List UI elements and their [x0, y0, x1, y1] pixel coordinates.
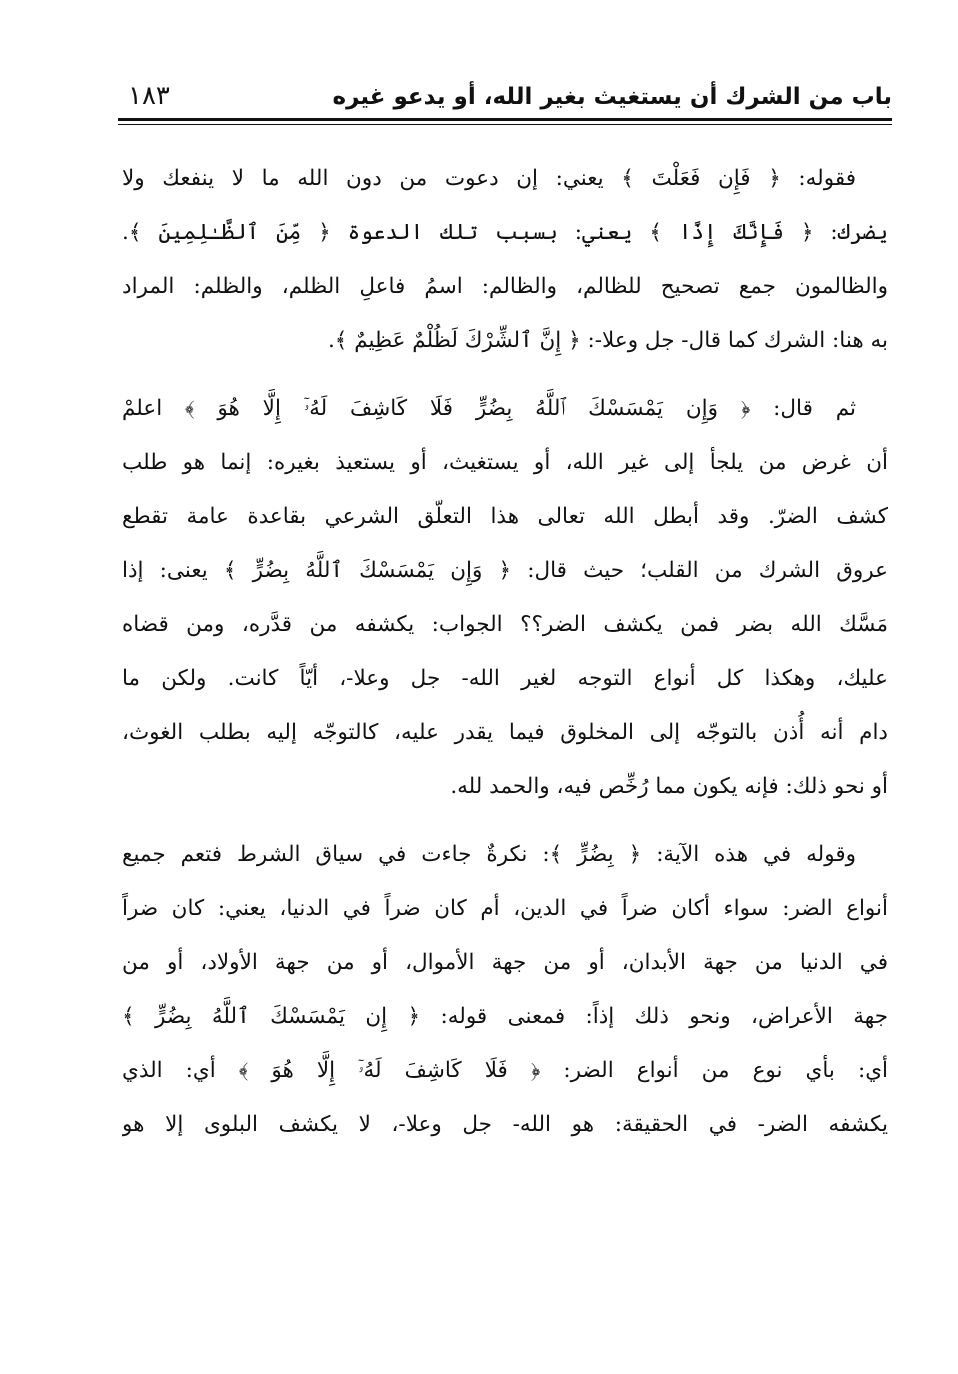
text-line: ثم قال: ﴿ وَإِن يَمْسَسْكَ ٱللَّهُ بِضُرٍّ فَلَا كَاشِفَ لَهُۥٓ إِلَّا هُوَ ﴾ اعلمْ	[122, 396, 856, 421]
text-line: دام أنه أُذن بالتوجّه إلى المخلوق فيما يقدر عليه، كالتوجّه إليه بطلب الغوث،	[122, 720, 888, 745]
text-line: مَسَّك الله بضر فمن يكشف الضر؟؟ الجواب: يكشفه من قدَّره، ومن قضاه	[122, 612, 888, 637]
text-line: في الدنيا من جهة الأبدان، أو من جهة الأموال، أو من جهة الأولاد، أو من	[122, 950, 888, 975]
chapter-title: باب من الشرك أن يستغيث بغير الله، أو يدعو غيره	[332, 84, 892, 110]
body-text	[122, 152, 888, 1152]
paragraph	[122, 828, 888, 1152]
text-line: أنواع الضر: سواء أكان ضراً في الدين، أم كان ضراً في الدنيا، يعني: كان ضراً	[122, 896, 888, 921]
paragraph-gap	[122, 814, 888, 828]
text-line: عروق الشرك من القلب؛ حيث قال: ﴿ وَإِن يَمْسَسْكَ ٱللَّهُ بِضُرٍّ ﴾ يعنى: إذا	[122, 558, 888, 583]
text-line: عليك، وهكذا كل أنواع التوجه لغير الله- جل وعلا-، أيّاً كانت. ولكن ما	[122, 666, 888, 691]
text-line: كشف الضرّ. وقد أبطل الله تعالى هذا التعلّق الشرعي بقاعدة عامة تقطع	[122, 504, 888, 529]
text-line: وقوله في هذه الآية: ﴿ بِضُرٍّ ﴾: نكرةٌ جاءت في سياق الشرط فتعم جميع	[122, 842, 856, 867]
text-line: جهة الأعراض، ونحو ذلك إذاً: فمعنى قوله: ﴿ إِن يَمْسَسْكَ ٱللَّهُ بِضُرٍّ ﴾	[122, 1004, 888, 1029]
text-line: يضرك: ﴿ فَإِنَّكَ إِذًا ﴾ يعني: بسبب تلك الدعوة ﴿ مِّنَ ٱلظَّـٰلِمِينَ ﴾.	[122, 220, 888, 245]
header-rule-thin	[118, 124, 892, 125]
paragraph	[122, 382, 888, 814]
text-line: فقوله: ﴿ فَإِن فَعَلْتَ ﴾ يعني: إن دعوت من دون الله ما لا ينفعك ولا	[122, 166, 856, 191]
paragraph	[122, 152, 888, 368]
header-rule-thick	[118, 118, 892, 121]
text-line: يكشفه الضر- في الحقيقة: هو الله- جل وعلا-، لا يكشف البلوى إلا هو	[122, 1112, 888, 1137]
running-header	[118, 74, 892, 116]
text-line: أي: بأي نوع من أنواع الضر: ﴿ فَلَا كَاشِفَ لَهُۥٓ إِلَّا هُوَ ﴾ أي: الذي	[122, 1058, 888, 1083]
page-number: ١٨٣	[128, 81, 170, 111]
text-line: به هنا: الشرك كما قال- جل وعلا-: ﴿ إِنَّ ٱلشِّرْكَ لَظُلْمٌ عَظِيمٌ ﴾.	[327, 328, 888, 353]
text-line: أو نحو ذلك: فإنه يكون مما رُخِّص فيه، والحمد لله.	[450, 774, 888, 799]
text-line: والظالمون جمع تصحيح للظالم، والظالم: اسمُ فاعلِ الظلم، والظلم: المراد	[122, 274, 888, 299]
text-line: أن غرض من يلجأ إلى غير الله، أو يستغيث، أو يستعيذ بغيره: إنما هو طلب	[122, 450, 888, 475]
paragraph-gap	[122, 368, 888, 382]
